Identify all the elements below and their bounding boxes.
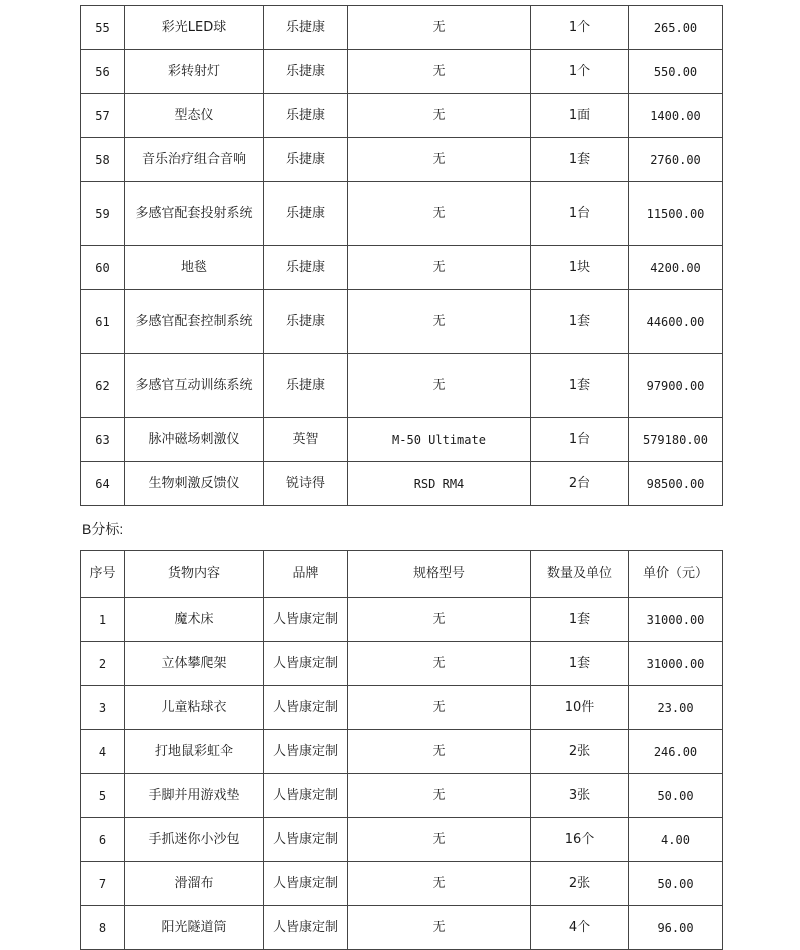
cell-item: 立体攀爬架 [125,642,264,686]
cell-price: 50.00 [629,774,723,818]
cell-qty: 1套 [531,598,629,642]
cell-brand: 锐诗得 [264,462,348,506]
cell-no: 62 [81,354,125,418]
cell-price: 550.00 [629,50,723,94]
header-brand: 品牌 [264,551,348,598]
cell-item: 阳光隧道筒 [125,906,264,950]
cell-qty: 1套 [531,642,629,686]
table-row [81,642,723,686]
cell-item: 打地鼠彩虹伞 [125,730,264,774]
table-row [81,462,723,506]
cell-model: 无 [348,818,531,862]
cell-price: 50.00 [629,862,723,906]
cell-qty: 1台 [531,418,629,462]
cell-model: 无 [348,598,531,642]
cell-qty: 1个 [531,6,629,50]
cell-brand: 人皆康定制 [264,906,348,950]
cell-brand: 人皆康定制 [264,862,348,906]
cell-brand: 乐捷康 [264,50,348,94]
cell-model: 无 [348,686,531,730]
cell-qty: 1套 [531,290,629,354]
cell-item: 手抓迷你小沙包 [125,818,264,862]
table-row [81,6,723,50]
section-b-title: B分标: [82,521,124,537]
cell-item: 型态仪 [125,94,264,138]
table-row [81,730,723,774]
cell-qty: 10件 [531,686,629,730]
cell-no: 5 [81,774,125,818]
cell-model: 无 [348,354,531,418]
table-row [81,906,723,950]
cell-model: 无 [348,138,531,182]
cell-price: 31000.00 [629,598,723,642]
cell-model: 无 [348,182,531,246]
cell-item: 彩转射灯 [125,50,264,94]
cell-brand: 英智 [264,418,348,462]
table-row [81,50,723,94]
header-model: 规格型号 [348,551,531,598]
cell-no: 61 [81,290,125,354]
header-qty: 数量及单位 [531,551,629,598]
cell-model: 无 [348,246,531,290]
equipment-table-a [80,5,723,506]
cell-brand: 乐捷康 [264,94,348,138]
cell-item: 生物刺激反馈仪 [125,462,264,506]
table-row [81,818,723,862]
cell-item: 音乐治疗组合音响 [125,138,264,182]
cell-brand: 乐捷康 [264,6,348,50]
cell-brand: 人皆康定制 [264,686,348,730]
table-row [81,354,723,418]
cell-brand: 乐捷康 [264,246,348,290]
cell-qty: 2张 [531,862,629,906]
cell-model: 无 [348,906,531,950]
cell-no: 7 [81,862,125,906]
cell-price: 4200.00 [629,246,723,290]
table-row [81,182,723,246]
header-price: 单价（元） [629,551,723,598]
table-b-body [81,598,723,950]
table-row [81,246,723,290]
table-a-body [81,6,723,506]
cell-no: 59 [81,182,125,246]
cell-qty: 4个 [531,906,629,950]
cell-qty: 1块 [531,246,629,290]
cell-brand: 人皆康定制 [264,818,348,862]
cell-qty: 16个 [531,818,629,862]
cell-item: 脉冲磁场刺激仪 [125,418,264,462]
cell-price: 96.00 [629,906,723,950]
cell-model: M-50 Ultimate [348,418,531,462]
cell-price: 98500.00 [629,462,723,506]
cell-item: 儿童粘球衣 [125,686,264,730]
cell-no: 8 [81,906,125,950]
table-row [81,138,723,182]
cell-no: 3 [81,686,125,730]
cell-qty: 2台 [531,462,629,506]
cell-brand: 人皆康定制 [264,774,348,818]
cell-price: 31000.00 [629,642,723,686]
cell-brand: 乐捷康 [264,138,348,182]
equipment-table-b [80,550,723,950]
table-row [81,418,723,462]
cell-no: 55 [81,6,125,50]
cell-qty: 2张 [531,730,629,774]
cell-price: 23.00 [629,686,723,730]
header-item: 货物内容 [125,551,264,598]
cell-brand: 人皆康定制 [264,642,348,686]
table-b-header-row [81,551,723,598]
cell-brand: 乐捷康 [264,182,348,246]
cell-item: 手脚并用游戏垫 [125,774,264,818]
cell-item: 地毯 [125,246,264,290]
cell-no: 4 [81,730,125,774]
cell-item: 彩光LED球 [125,6,264,50]
cell-no: 56 [81,50,125,94]
cell-price: 579180.00 [629,418,723,462]
cell-no: 63 [81,418,125,462]
cell-qty: 1个 [531,50,629,94]
cell-no: 60 [81,246,125,290]
cell-brand: 乐捷康 [264,354,348,418]
cell-item: 魔术床 [125,598,264,642]
table-row [81,774,723,818]
cell-no: 58 [81,138,125,182]
cell-no: 57 [81,94,125,138]
cell-model: 无 [348,862,531,906]
table-row [81,290,723,354]
cell-item: 滑溜布 [125,862,264,906]
cell-item: 多感官配套控制系统 [125,290,264,354]
cell-price: 1400.00 [629,94,723,138]
table-row [81,94,723,138]
cell-no: 64 [81,462,125,506]
cell-model: 无 [348,642,531,686]
cell-no: 1 [81,598,125,642]
cell-price: 44600.00 [629,290,723,354]
cell-price: 265.00 [629,6,723,50]
cell-brand: 人皆康定制 [264,598,348,642]
cell-item: 多感官互动训练系统 [125,354,264,418]
cell-model: 无 [348,94,531,138]
table-row [81,598,723,642]
cell-model: RSD RM4 [348,462,531,506]
table-row [81,862,723,906]
cell-price: 246.00 [629,730,723,774]
table-row [81,686,723,730]
cell-model: 无 [348,50,531,94]
cell-item: 多感官配套投射系统 [125,182,264,246]
cell-qty: 1套 [531,354,629,418]
cell-qty: 1套 [531,138,629,182]
cell-model: 无 [348,290,531,354]
cell-brand: 人皆康定制 [264,730,348,774]
cell-brand: 乐捷康 [264,290,348,354]
cell-price: 97900.00 [629,354,723,418]
cell-no: 6 [81,818,125,862]
cell-qty: 1面 [531,94,629,138]
header-no: 序号 [81,551,125,598]
cell-model: 无 [348,730,531,774]
cell-model: 无 [348,6,531,50]
cell-price: 2760.00 [629,138,723,182]
cell-model: 无 [348,774,531,818]
cell-qty: 3张 [531,774,629,818]
cell-price: 4.00 [629,818,723,862]
cell-no: 2 [81,642,125,686]
cell-qty: 1台 [531,182,629,246]
cell-price: 11500.00 [629,182,723,246]
